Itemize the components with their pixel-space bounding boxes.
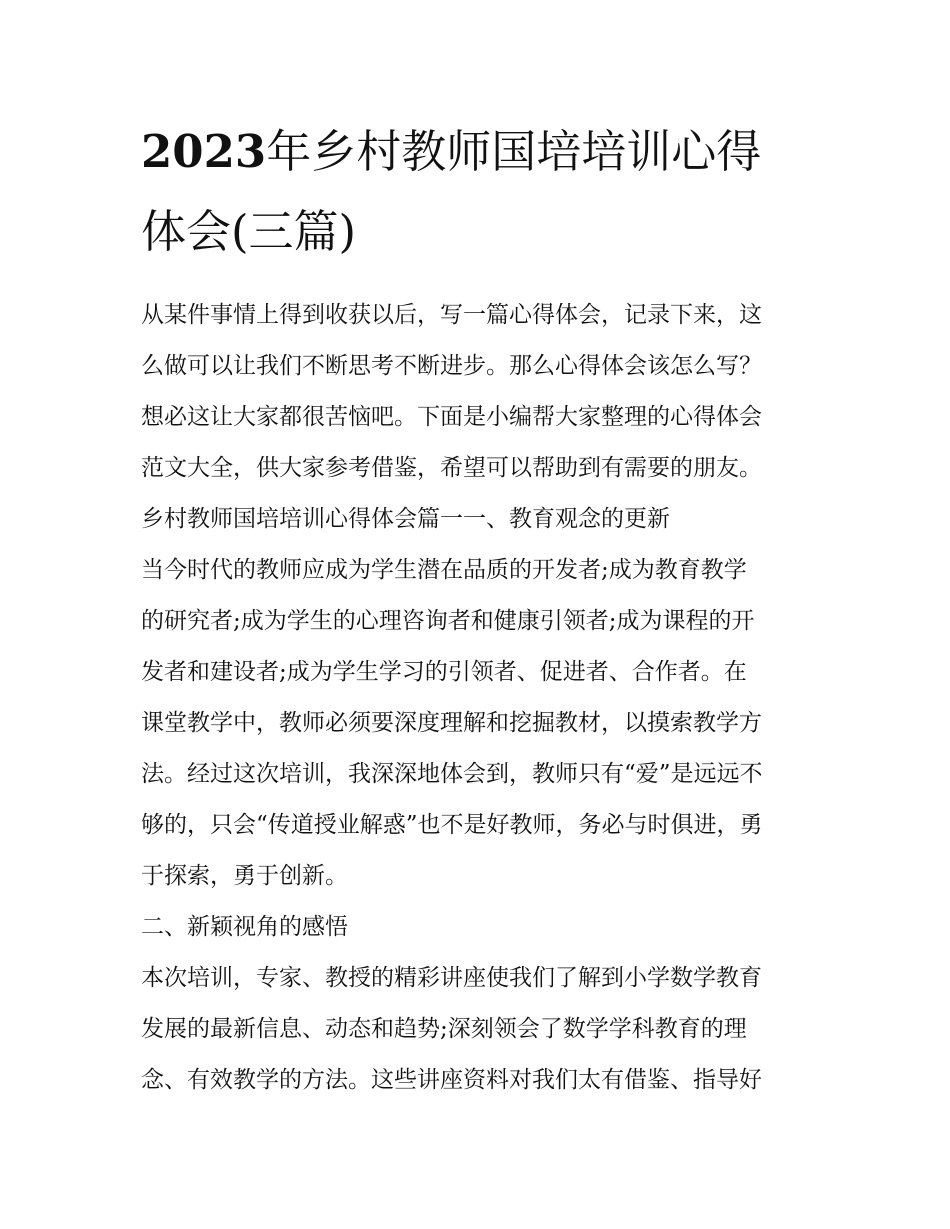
body-line: 于探索，勇于创新。 [141,863,348,889]
title-line-2: 体会(三篇) [141,205,357,258]
document-title [141,112,813,272]
body-line: 发者和建设者;成为学生学习的引领者、促进者、合作者。在 [141,659,747,685]
title-line-1 [141,112,813,192]
body-line: 课堂教学中，教师必须要深度理解和挖掘教材，以摸索教学方 [141,710,762,736]
section-heading-2: 二、新颖视角的感悟 [141,914,348,940]
body-line: 当今时代的教师应成为学生潜在品质的开发者;成为教育教学 [141,557,747,583]
document-page [141,112,813,1106]
body-line: 法。经过这次培训，我深深地体会到，教师只有“爱”是远远不 [141,761,763,787]
body-line: 念、有效教学的方法。这些讲座资料对我们太有借鉴、指导好 [141,1067,762,1093]
body-line: 么做可以让我们不断思考不断进步。那么心得体会该怎么写？ [141,353,762,379]
body-line: 够的，只会“传道授业解惑”也不是好教师，务必与时俱进，勇 [141,812,763,838]
title-year: 2023 [141,125,267,178]
body-line: 想必这让大家都很苦恼吧。下面是小编帮大家整理的心得体会 [141,404,762,430]
body-line: 的研究者;成为学生的心理咨询者和健康引领者;成为课程的开 [141,608,755,634]
section-heading-1: 乡村教师国培培训心得体会篇一一、教育观念的更新 [141,506,670,532]
body-line: 本次培训，专家、教授的精彩讲座使我们了解到小学数学教育 [141,965,762,991]
body-line: 范文大全，供大家参考借鉴，希望可以帮助到有需要的朋友。 [141,455,762,481]
title-text: 年乡村教师国培培训心得 [266,125,762,178]
body-line: 从某件事情上得到收获以后，写一篇心得体会，记录下来，这 [141,302,762,328]
body-line: 发展的最新信息、动态和趋势;深刻领会了数学学科教育的理 [141,1016,747,1042]
document-body [141,290,813,1106]
